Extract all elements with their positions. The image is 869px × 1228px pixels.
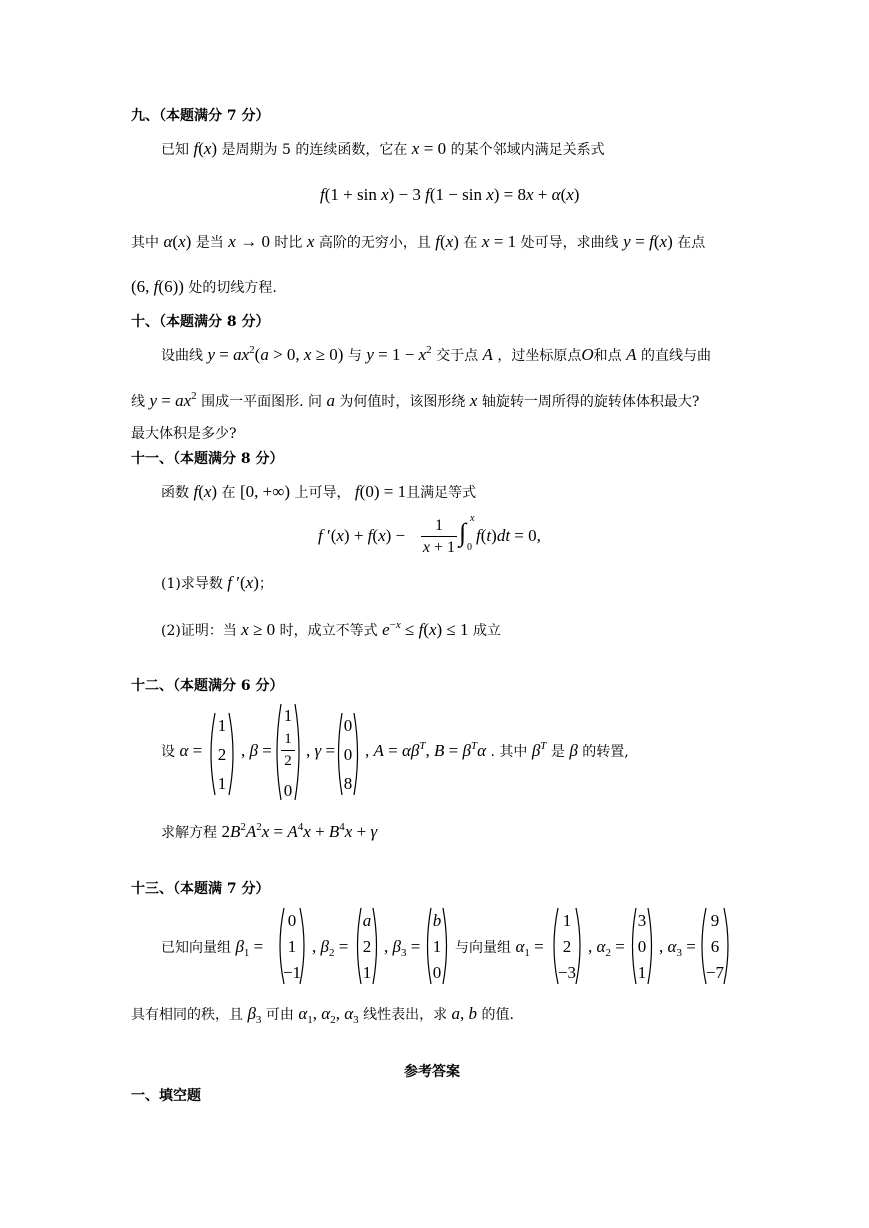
- problem-10-line-3: 最大体积是多少?: [131, 426, 237, 442]
- beta-vector: 1 1 2 0: [271, 702, 305, 802]
- problem-12-definition: , $A = \alpha\beta^T$, $B = \beta^T\alpha$ . 其中 $\beta^T$ 是 β 的转置,: [365, 740, 629, 760]
- problem-13-prefix: 已知向量组 $\beta_1$ =: [161, 937, 264, 959]
- problem-13-line-2: 具有相同的秩，且 $\beta_3$ 可由 $\alpha_1$, $\alpha_2$, $\alpha_3$ 线性表出，求 a, b 的值.: [131, 1004, 514, 1026]
- problem-9-line-2: 其中 α(x) 是当 x → 0 时比 x 高阶的无穷小，且 f(x) 在 x = 1 处可导，求曲线 y = f(x) 在点: [131, 232, 706, 251]
- problem-10-header: 十、（本题满分 8 分）: [131, 314, 270, 330]
- problem-11-header: 十一、（本题满分 8 分）: [131, 451, 284, 467]
- problem-12-header: 十二、（本题满分 6 分）: [131, 678, 284, 694]
- integral-sign: ∫: [459, 518, 467, 547]
- problem-11-line-1: 函数 f(x) 在 [0, +∞) 上可导， f(0) = 1且满足等式: [161, 482, 477, 501]
- beta1-vector: 0 1 −1: [282, 911, 302, 982]
- alpha3-label: , $\alpha_3$ =: [659, 937, 696, 959]
- problem-10-line-2: 线 $y = ax^2$ 围成一平面图形. 问 a 为何值时，该图形绕 x 轴旋转一周所得的旋转体体积最大?: [131, 390, 700, 410]
- integral-lower-limit: 0: [467, 542, 472, 553]
- problem-11-equation-left: f ′(x) + f(x) −: [318, 526, 406, 545]
- answers-title: 参考答案: [404, 1064, 460, 1080]
- problem-9-header: 九、（本题满分 7 分）: [131, 108, 270, 124]
- problem-11-equation-right: f(t)dt = 0,: [476, 526, 541, 545]
- problem-9-line-3: (6, f(6)) 处的切线方程.: [131, 277, 277, 296]
- alpha3-vector: 9 6 −7: [705, 911, 725, 982]
- integral-upper-limit: x: [470, 513, 475, 524]
- problem-13-mid: 与向量组 $\alpha_1$ =: [455, 937, 544, 959]
- problem-11-q1: (1)求导数 f ′(x)；: [161, 573, 273, 592]
- problem-12-prefix: 设 α =: [161, 741, 203, 760]
- gamma-vector: 0 0 8: [343, 716, 353, 793]
- problem-11-fraction: $\frac{1}{x + 1}$: [422, 517, 456, 556]
- beta-label: , β =: [241, 741, 272, 760]
- beta2-vector: a 2 1: [362, 911, 372, 982]
- beta3-label: , $\beta_3$ =: [384, 937, 421, 959]
- problem-12-line-2: 求解方程 $2B^2A^2x = A^4x + B^4x + \gamma$: [161, 821, 378, 841]
- beta3-vector: b 1 0: [432, 911, 442, 982]
- alpha2-vector: 3 0 1: [637, 911, 647, 982]
- problem-13-header: 十三、（本题满 7 分）: [131, 881, 270, 897]
- gamma-label: , γ =: [306, 741, 336, 760]
- beta-fraction-bar: [281, 750, 295, 751]
- alpha2-label: , $\alpha_2$ =: [588, 937, 625, 959]
- alpha1-vector: 1 2 −3: [557, 911, 577, 982]
- beta2-label: , $\beta_2$ =: [312, 937, 349, 959]
- problem-11-q2: (2)证明：当 x ≥ 0 时，成立不等式 $e^{-x} \le f(x) \le 1$ 成立: [161, 619, 501, 639]
- answers-section-1: 一、填空题: [131, 1088, 201, 1104]
- alpha-vector: 1 2 1: [217, 716, 227, 793]
- problem-9-line-1: 已知 f(x) 是周期为 5 的连续函数，它在 x = 0 的某个邻域内满足关系式: [161, 139, 605, 158]
- problem-9-equation: f(1 + sin x) − 3 f(1 − sin x) = 8x + α(x): [320, 185, 580, 204]
- problem-10-line-1: 设曲线 $y = ax^2(a > 0$, x ≥ 0) 与 $y = 1 - x^2$ 交于点 A ，过坐标原点O和点 A 的直线与曲: [161, 344, 711, 364]
